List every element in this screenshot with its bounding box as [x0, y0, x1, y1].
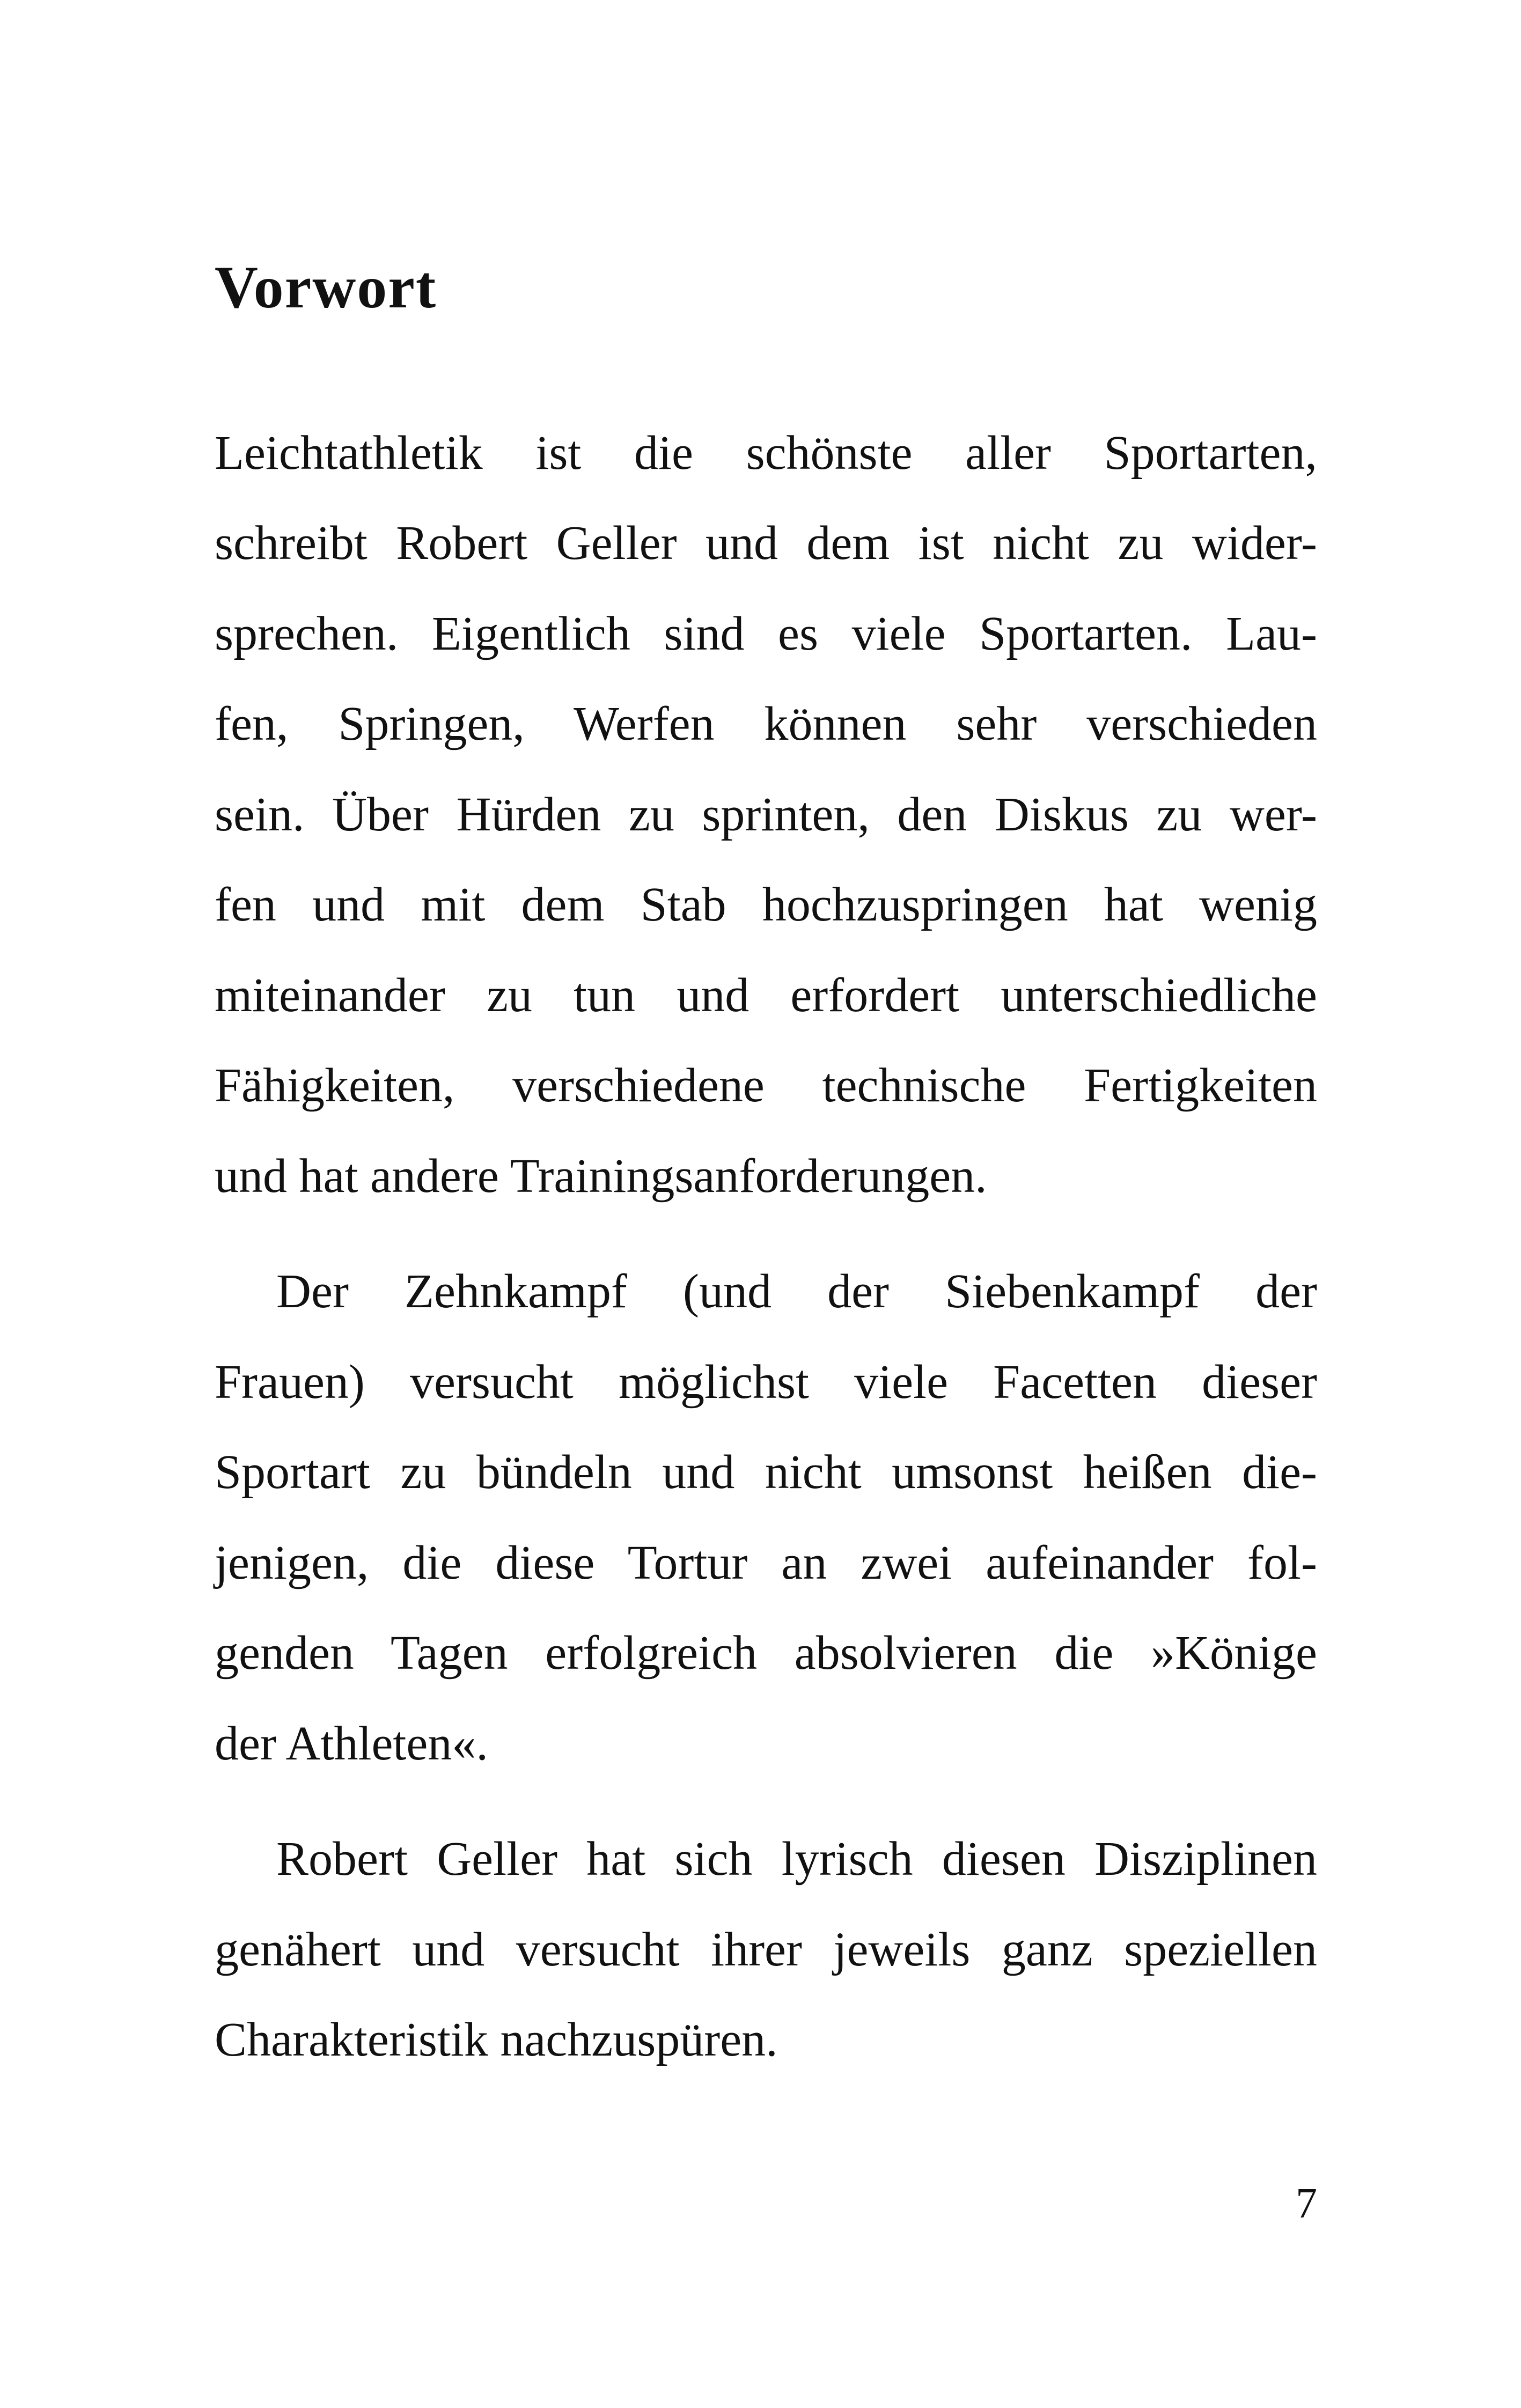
text-line: miteinander zu tun und erfordert unterschiedliche — [215, 969, 1317, 1022]
text-line: Frauen) versucht möglichst viele Facetten dieser — [215, 1356, 1317, 1409]
text-line: sprechen. Eigentlich sind es viele Sportarten. Lau- — [215, 607, 1317, 660]
text-line: jenigen, die diese Tortur an zwei aufeinander fol- — [215, 1536, 1317, 1589]
text-line: und hat andere Trainingsanforderungen. — [215, 1150, 987, 1203]
text-line: Robert Geller hat sich lyrisch diesen Disziplinen — [276, 1832, 1317, 1886]
text-line: fen, Springen, Werfen können sehr verschieden — [215, 697, 1317, 750]
chapter-heading: Vorwort — [215, 254, 437, 321]
text-line: schreibt Robert Geller und dem ist nicht zu wider- — [215, 517, 1317, 570]
text-line: fen und mit dem Stab hochzuspringen hat wenig — [215, 878, 1317, 931]
text-line: sein. Über Hürden zu sprinten, den Diskus zu wer- — [215, 788, 1317, 841]
text-line: Der Zehnkampf (und der Siebenkampf der — [276, 1265, 1317, 1318]
text-line: Sportart zu bündeln und nicht umsonst heißen die- — [215, 1446, 1317, 1499]
text-line: Fähigkeiten, verschiedene technische Fertigkeiten — [215, 1059, 1317, 1112]
text-line: Leichtathletik ist die schönste aller Sportarten, — [215, 426, 1317, 480]
page-number: 7 — [1296, 2180, 1317, 2227]
text-line: genden Tagen erfolgreich absolvieren die »Könige — [215, 1626, 1317, 1680]
text-line: genähert und versucht ihrer jeweils ganz speziellen — [215, 1923, 1317, 1976]
text-line: der Athleten«. — [215, 1717, 488, 1770]
text-line: Charakteristik nachzuspüren. — [215, 2013, 778, 2066]
